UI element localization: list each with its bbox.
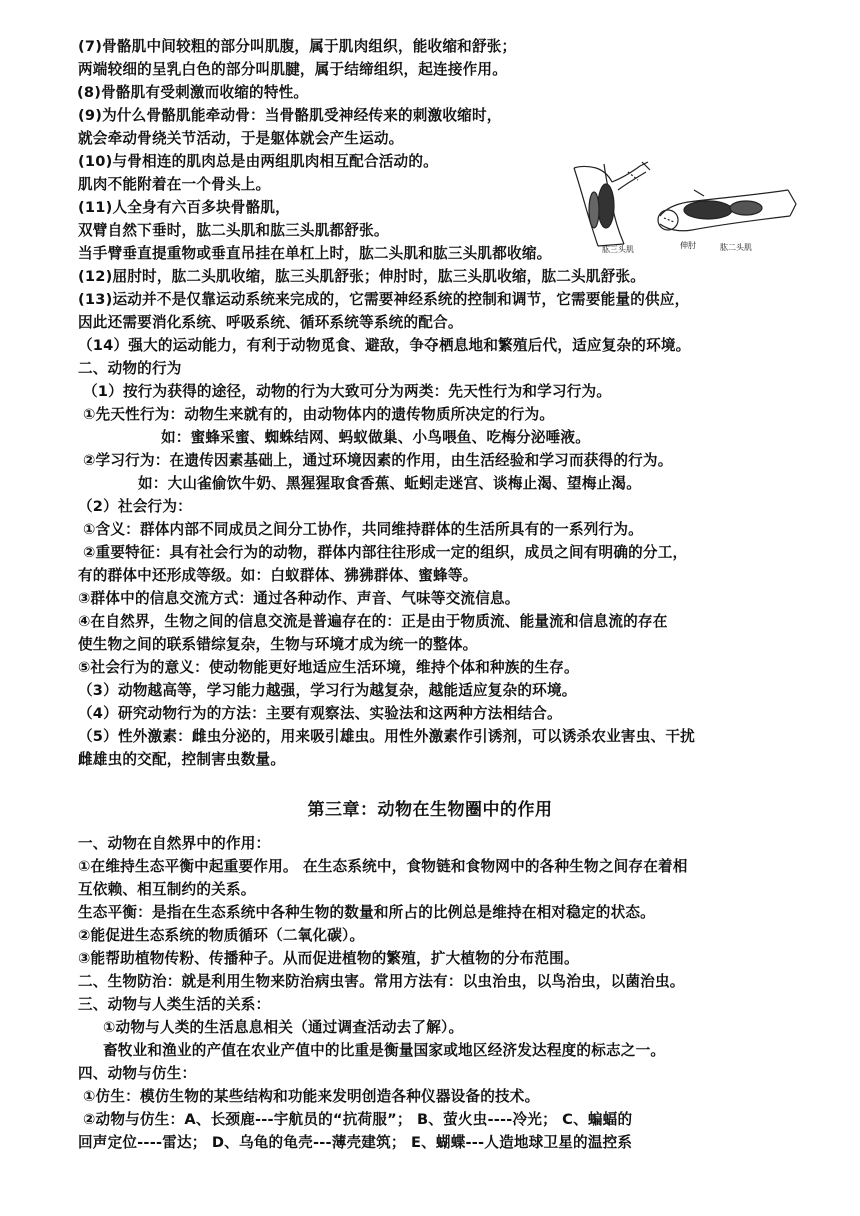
section-heading: 二、生物防治：就是利用生物来防治病虫害。常用方法有：以虫治虫，以鸟治虫，以菌治虫。 <box>78 973 685 990</box>
section-heading: 二、动物的行为 <box>78 360 182 377</box>
text-line: （1）按行为获得的途径，动物的行为大致可分为两类：先天性行为和学习行为。 <box>83 383 612 400</box>
text-line: 畜牧业和渔业的产值在农业产值中的比重是衡量国家或地区经济发达程度的标志之一。 <box>103 1042 666 1059</box>
extended-arm-icon <box>658 190 796 231</box>
text-line: (13)运动并不是仅靠运动系统来完成的，它需要神经系统的控制和调节，它需要能量的供应， <box>78 291 690 308</box>
text-line: 使生物之间的联系错综复杂，生物与环境才成为统一的整体。 <box>78 636 478 653</box>
text-line: ①在维持生态平衡中起重要作用。 在生态系统中，食物链和食物网中的各种生物之间存在着相 <box>78 858 688 875</box>
text-line: ②学习行为：在遗传因素基础上，通过环境因素的作用，由生活经验和学习而获得的行为。 <box>83 452 673 469</box>
section-heading: 四、动物与仿生： <box>78 1065 197 1082</box>
text-line: 双臂自然下垂时，肱二头肌和肱三头肌都舒张。 <box>78 222 389 239</box>
text-line: ②动物与仿生：A、长颈鹿---宇航员的“抗荷服”； B、萤火虫----冷光； C、蝙蝠的 <box>83 1111 633 1128</box>
text-line: (7)骨骼肌中间较粗的部分叫肌腹，属于肌肉组织，能收缩和舒张； <box>78 38 517 55</box>
text-line: ①仿生：模仿生物的某些结构和功能来发明创造各种仪器设备的技术。 <box>83 1088 540 1105</box>
text-line: ③能帮助植物传粉、传播种子。从而促进植物的繁殖，扩大植物的分布范围。 <box>78 950 579 967</box>
text-line: 雌雄虫的交配，控制害虫数量。 <box>78 751 286 768</box>
text-line: ⑤社会行为的意义：使动物能更好地适应生活环境，维持个体和种族的生存。 <box>78 659 579 676</box>
text-line: 因此还需要消化系统、呼吸系统、循环系统等系统的配合。 <box>78 314 463 331</box>
text-line: (12)屈肘时，肱二头肌收缩，肱三头肌舒张；伸肘时，肱三头肌收缩，肱二头肌舒张。 <box>78 268 646 285</box>
text-line: ①动物与人类的生活息息相关（通过调查活动去了解）。 <box>103 1019 464 1036</box>
text-line: ③群体中的信息交流方式：通过各种动作、声音、气味等交流信息。 <box>78 590 520 607</box>
text-line: 回声定位----雷达； D、乌龟的龟壳---薄壳建筑； E、蝴蝶---人造地球卫星的温控系 <box>78 1134 633 1151</box>
text-line: 当手臂垂直提重物或垂直吊挂在单杠上时，肱二头肌和肱三头肌都收缩。 <box>78 245 552 262</box>
text-line: （2）社会行为： <box>78 498 192 515</box>
text-line: 就会牵动骨绕关节活动，于是躯体就会产生运动。 <box>78 130 404 147</box>
text-line: 有的群体中还形成等级。如：白蚁群体、狒狒群体、蜜蜂等。 <box>78 567 478 584</box>
text-line: 如：大山雀偷饮牛奶、黑猩猩取食香蕉、蚯蚓走迷宫、谈梅止渴、望梅止渴。 <box>138 475 641 492</box>
text-line: (11)人全身有六百多块骨骼肌， <box>78 199 290 216</box>
text-line: 互依赖、相互制约的关系。 <box>78 881 256 898</box>
text-line: 生态平衡：是指在生态系统中各种生物的数量和所占的比例总是维持在相对稳定的状态。 <box>78 904 655 921</box>
arm-diagram <box>568 160 800 260</box>
text-line: （5）性外激素：雌虫分泌的，用来吸引雄虫。用性外激素作引诱剂，可以诱杀农业害虫、干扰 <box>78 728 695 745</box>
text-line: (8)骨骼肌有受刺激而收缩的特性。 <box>77 84 309 101</box>
arm-muscle-illustration-icon <box>568 160 800 260</box>
text-line: ②重要特征：具有社会行为的动物，群体内部往往形成一定的组织，成员之间有明确的分工， <box>83 544 688 561</box>
text-line: 两端较细的呈乳白色的部分叫肌腱，属于结缔组织，起连接作用。 <box>78 61 508 78</box>
text-line: ①先天性行为：动物生来就有的，由动物体内的遗传物质所决定的行为。 <box>83 406 555 423</box>
text-line: (9)为什么骨骼肌能牵动骨：当骨骼肌受神经传来的刺激收缩时， <box>78 107 502 124</box>
section-heading: 三、动物与人类生活的关系： <box>78 996 271 1013</box>
text-line: （4）研究动物行为的方法：主要有观察法、实验法和这两种方法相结合。 <box>78 705 562 722</box>
figure-label-right: 肱二头肌 <box>720 243 752 252</box>
text-line: 肌肉不能附着在一个骨头上。 <box>78 176 271 193</box>
text-line: ①含义：群体内部不同成员之间分工协作，共同维持群体的生活所具有的一系列行为。 <box>83 521 643 538</box>
text-line: ②能促进生态系统的物质循环（二氧化碳）。 <box>78 927 365 944</box>
text-line: ④在自然界，生物之间的信息交流是普遍存在的：正是由于物质流、能量流和信息流的存在 <box>78 613 668 630</box>
section-heading: 一、动物在自然界中的作用： <box>78 835 271 852</box>
chapter-title: 第三章：动物在生物圈中的作用 <box>307 800 553 820</box>
text-line: 如：蜜蜂采蜜、蜘蛛结网、蚂蚁做巢、小鸟喂鱼、吃梅分泌唾液。 <box>161 429 591 446</box>
figure-label-left: 肱三头肌 <box>602 245 634 254</box>
text-line: （14）强大的运动能力，有利于动物觅食、避敌，争夺栖息地和繁殖后代，适应复杂的环境。 <box>78 337 691 354</box>
text-line: （3）动物越高等，学习能力越强，学习行为越复杂，越能适应复杂的环境。 <box>78 682 577 699</box>
flexed-arm-icon <box>574 162 650 246</box>
text-line: (10)与骨相连的肌肉总是由两组肌肉相互配合活动的。 <box>78 153 438 170</box>
figure-label-mid: 伸肘 <box>680 241 696 250</box>
